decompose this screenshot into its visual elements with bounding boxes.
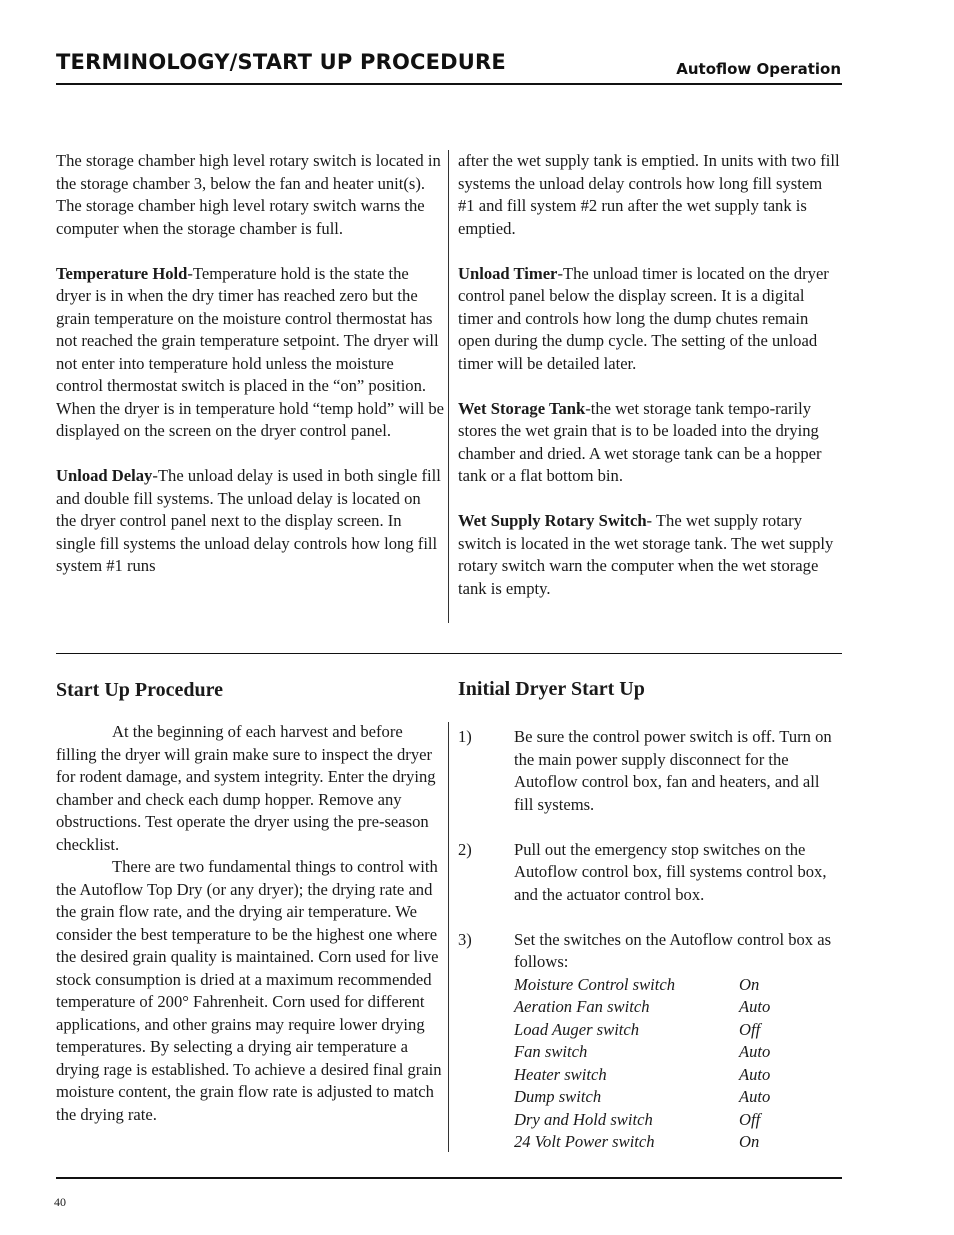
initial-startup-heading: Initial Dryer Start Up <box>458 678 645 700</box>
step-2-number: 2) <box>458 839 472 859</box>
step-3-text: Set the switches on the Autoflow control box as follows: <box>514 929 832 971</box>
temperature-hold-term: Temperature Hold <box>56 263 188 283</box>
unload-delay-text: -The unload delay is used in both single fill and double fill systems. The unload delay is located on the dryer control panel next to the display screen. In single fill systems the unload delay controls how long fill system #1 runs <box>56 466 441 575</box>
switch-name: Dry and Hold switch <box>514 1109 653 1129</box>
page-title: TERMINOLOGY/START UP PROCEDURE <box>56 50 506 74</box>
switch-setting-row <box>514 1131 840 1154</box>
section-subtitle: Autoflow Operation <box>676 60 841 78</box>
unload-timer-text: -The unload timer is located on the dryer control panel below the display screen. It is a digital timer and controls how long the dump chutes remain open during the dump cycle. The setting of the unload timer will be detailed later. <box>458 263 829 373</box>
unload-timer-term: Unload Timer <box>458 263 558 283</box>
switch-value: On <box>739 1132 760 1151</box>
step-2-text: Pull out the emergency stop switches on the Autoflow control box, fill systems control box, and the actuator control box. <box>514 839 827 904</box>
switch-value: Auto <box>739 997 771 1016</box>
unload-delay-continued: after the wet supply tank is emptied. In units with two fill systems the unload delay controls how long fill system #1 and fill system #2 run after the wet supply tank is emptied. <box>458 151 840 238</box>
wet-storage-text: -the wet storage tank tempo-rarily stores the wet grain that is to be loaded into the drying chamber and dried. A wet storage tank can be a hopper tank or a flat bottom bin. <box>458 398 822 485</box>
switch-setting-row <box>514 1064 840 1087</box>
unload-delay-paragraph <box>56 465 444 578</box>
switch-name: Load Auger switch <box>514 1019 640 1039</box>
switch-value: Auto <box>739 1064 771 1084</box>
wet-storage-term: Wet Storage Tank <box>458 398 586 418</box>
switch-setting-row <box>514 974 840 997</box>
switch-setting-row <box>514 1086 840 1109</box>
temperature-hold-text: -Temperature hold is the state the dryer is in when the dry timer has reached zero but the grain temperature on the moisture control thermostat has not reached the grain temperature setpoint. The dryer will not enter into temperature hold unless the moisture control thermostat switch is placed in the “on” position. When the dryer is in temperature hold “temp hold” will be displayed on the screen on the dryer control panel. <box>56 263 444 440</box>
startup-heading: Start Up Procedure <box>56 679 224 701</box>
switch-name: Heater switch <box>514 1064 607 1084</box>
switch-setting-row <box>514 1109 840 1132</box>
switch-name: Aeration Fan switch <box>514 997 650 1016</box>
header-rule <box>56 83 842 85</box>
switch-name: Moisture Control switch <box>514 974 676 994</box>
page-number: 40 <box>54 1195 66 1209</box>
wet-storage-paragraph <box>458 398 840 488</box>
top-right-column <box>458 150 840 600</box>
footer-rule <box>56 1177 842 1179</box>
switch-value: Auto <box>739 1087 771 1106</box>
step-3 <box>458 929 840 1154</box>
switch-value: Auto <box>739 1042 771 1061</box>
top-column-divider <box>448 150 449 623</box>
switch-name: 24 Volt Power switch <box>514 1132 655 1151</box>
high-level-switch-paragraph: The storage chamber high level rotary switch is located in the storage chamber 3, below the fan and heater unit(s). The storage chamber high level rotary switch warns the computer when the storage chamber is full. <box>56 151 441 238</box>
wet-supply-text: - The wet supply rotary switch is located in the wet storage tank. The wet supply rotary switch warn the computer when the wet storage tank is empty. <box>458 511 834 598</box>
wet-supply-paragraph <box>458 510 840 600</box>
temperature-hold-paragraph <box>56 263 444 443</box>
switch-value: Off <box>739 1019 761 1039</box>
switch-value: On <box>739 974 760 994</box>
switch-setting-row <box>514 996 840 1019</box>
switch-name: Dump switch <box>514 1087 602 1106</box>
step-1-text: Be sure the control power switch is off. Turn on the main power supply disconnect for the Autoflow control box, fan and heaters, and all fill systems. <box>514 727 832 814</box>
bottom-column-divider <box>448 722 449 1152</box>
startup-paragraph-2: There are two fundamental things to control with the Autoflow Top Dry (or any dryer); the drying rate and the grain flow rate, and the drying air temperature. We consider the best temperature to be the highest one where the desired grain quality is maintained. Corn used for live stock consumption is dried at a maximum recommended temperature of 200° Fahrenheit. Corn used for different applications, and other grains may require lower drying temperatures. By selecting a drying air temperature a drying rage is established. To achieve a desired final grain moisture content, the grain flow rate is adjusted to match the drying rate. <box>56 857 442 1124</box>
switch-setting-row <box>514 1019 840 1042</box>
step-3-number: 3) <box>458 929 472 949</box>
switch-name: Fan switch <box>514 1042 588 1061</box>
startup-column <box>56 721 444 1126</box>
section-rule <box>56 653 842 654</box>
switch-value: Off <box>739 1109 761 1129</box>
switch-setting-row <box>514 1041 840 1064</box>
step-1-number: 1) <box>458 727 472 746</box>
step-2 <box>458 839 840 907</box>
switch-settings-list <box>514 974 840 1154</box>
top-left-column <box>56 150 444 578</box>
initial-startup-column <box>458 726 840 1154</box>
step-1 <box>458 726 840 816</box>
wet-supply-term: Wet Supply Rotary Switch <box>458 511 647 530</box>
startup-paragraph-1: At the beginning of each harvest and before filling the dryer will grain make sure to inspect the dryer for rodent damage, and system integrity. Enter the drying chamber and check each dump hopper. Remove any obstructions. Test operate the dryer using the pre-season checklist. <box>56 722 436 854</box>
unload-timer-paragraph <box>458 263 840 376</box>
unload-delay-term: Unload Delay <box>56 466 153 485</box>
